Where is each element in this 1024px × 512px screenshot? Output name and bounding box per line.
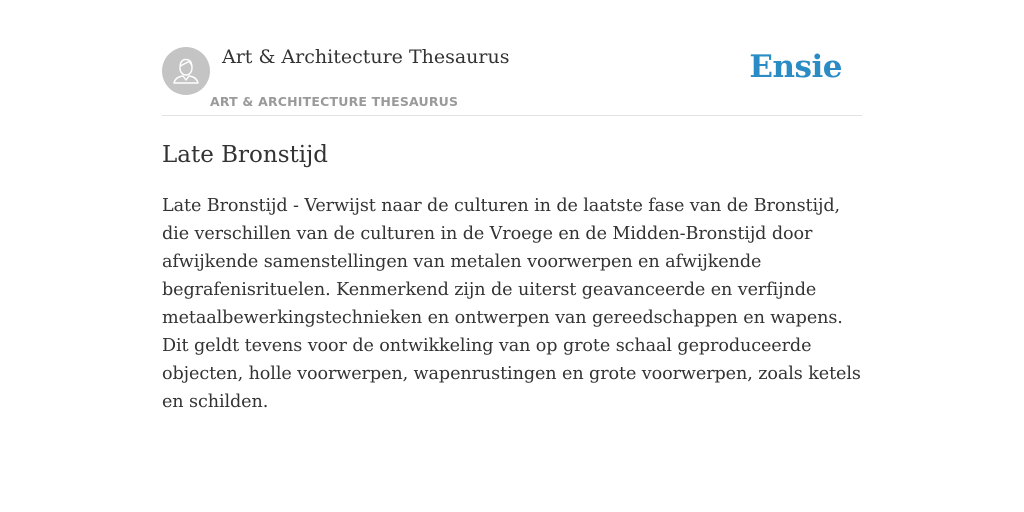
- author-avatar[interactable]: [162, 47, 210, 95]
- card-header: [162, 42, 862, 116]
- user-silhouette-icon: [162, 47, 210, 95]
- article-title: Late Bronstijd: [162, 142, 328, 168]
- ensie-logo-link[interactable]: Ensie: [749, 49, 842, 85]
- definition-card: [162, 42, 862, 416]
- author-subtitle: ART & ARCHITECTURE THESAURUS: [210, 94, 459, 109]
- article-body: Late Bronstijd - Verwijst naar de culturen in de laatste fase van de Bronstijd, die verschillen van de culturen in de Vroege en de Midden-Bronstijd door afwijkende samenstellingen van metalen voorwerpen en afwijkende begrafenisrituelen. Kenmerkend zijn de uiterst geavanceerde en verfijnde metaalbewerkingstechnieken en ontwerpen van gereedschappen en wapens. Dit geldt tevens voor de ontwikkeling van op grote schaal geproduceerde objecten, holle voorwerpen, wapenrustingen en grote voorwerpen, zoals ketels en schilden.: [162, 196, 861, 412]
- author-name-link[interactable]: Art & Architecture Thesaurus: [222, 46, 510, 68]
